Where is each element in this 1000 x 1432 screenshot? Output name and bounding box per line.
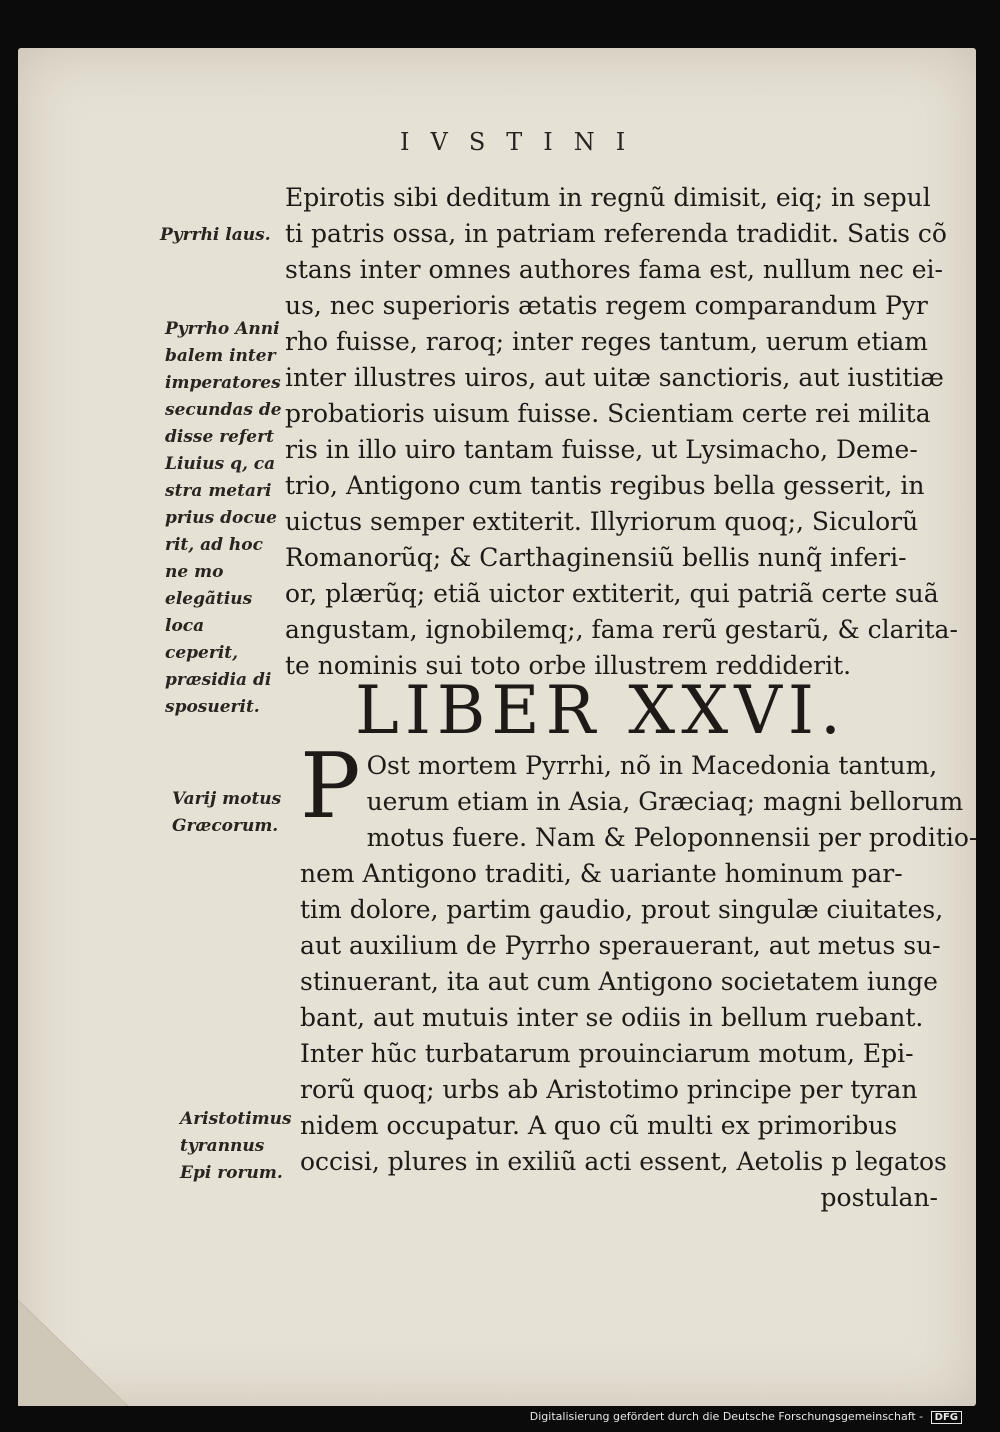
text-line: stinuerant, ita aut cum Antigono societatem iunge: [300, 967, 938, 996]
text-line: or, plærũq; etiã uictor extiterit, qui patriã certe suã: [285, 579, 939, 608]
dfg-logo: DFG: [931, 1411, 962, 1424]
book-heading: LIBER XXVI.: [355, 672, 847, 749]
margin-note: Pyrrhi laus.: [160, 225, 271, 245]
margin-note: Varij motus Græcorum.: [172, 789, 282, 836]
text-line: bant, aut mutuis inter se odiis in bellum ruebant.: [300, 1003, 924, 1032]
margin-note: Aristotimus tyrannus Epi rorum.: [180, 1109, 292, 1183]
text-line: motus fuere. Nam & Peloponnensii per proditio-: [366, 823, 978, 852]
digitization-credit: [530, 1410, 962, 1424]
text-line: Inter hũc turbatarum prouinciarum motum, Epi-: [300, 1039, 914, 1068]
running-head: IVSTINI: [400, 128, 647, 156]
text-line: occisi, plures in exiliũ acti essent, Aetolis p legatos: [300, 1147, 947, 1176]
text-line: nem Antigono traditi, & uariante hominum par-: [300, 859, 903, 888]
text-line: tim dolore, partim gaudio, prout singulæ ciuitates,: [300, 895, 944, 924]
text-line: Ost mortem Pyrrhi, nõ in Macedonia tantum,: [366, 751, 938, 780]
text-line: aut auxilium de Pyrrho sperauerant, aut metus su-: [300, 931, 941, 960]
credit-text: Digitalisierung gefördert durch die Deutsche Forschungsgemeinschaft -: [529, 1410, 924, 1423]
text-line: uerum etiam in Asia, Græciaq; magni bellorum: [366, 787, 964, 816]
main-text-block: [285, 180, 958, 684]
text-line: inter illustres uiros, aut uitæ sanctioris, aut iustitiæ: [285, 363, 944, 392]
second-text-block: [300, 734, 978, 1216]
text-line: probatioris uisum fuisse. Scientiam certe rei milita: [285, 399, 931, 428]
text-line: nidem occupatur. A quo cũ multi ex primoribus: [300, 1111, 898, 1140]
text-line: rorũ quoq; urbs ab Aristotimo principe per tyran: [300, 1075, 918, 1104]
text-line: te nominis sui toto orbe illustrem reddiderit.: [285, 651, 852, 680]
text-line: rho fuisse, raroq; inter reges tantum, uerum etiam: [285, 327, 928, 356]
text-line: stans inter omnes authores fama est, nullum nec ei-: [285, 255, 943, 284]
text-line: angustam, ignobilemq;, fama rerũ gestarũ, & clarita-: [285, 615, 958, 644]
text-line: Epirotis sibi deditum in regnũ dimisit, eiq; in sepul: [285, 183, 931, 212]
text-line: us, nec superioris ætatis regem comparandum Pyr: [285, 291, 928, 320]
text-line: ti patris ossa, in patriam referenda tradidit. Satis cõ: [285, 219, 947, 248]
text-line: ris in illo uiro tantam fuisse, ut Lysimacho, Deme-: [285, 435, 918, 464]
text-line: trio, Antigono cum tantis regibus bella gesserit, in: [285, 471, 925, 500]
drop-cap: P: [300, 734, 361, 839]
catchword: postulan-: [820, 1183, 938, 1212]
text-line: uictus semper extiterit. Illyriorum quoq;, Siculorũ: [285, 507, 919, 536]
text-line: Romanorũq; & Carthaginensiũ bellis nunq̃ inferi-: [285, 543, 907, 572]
margin-note: Pyrrho Anni balem inter imperatores secundas de disse refert Liuius q, ca stra metari prius docue rit, ad hoc ne mo elegãtius loca ceperit, præsidia di sposuerit.: [165, 319, 282, 717]
